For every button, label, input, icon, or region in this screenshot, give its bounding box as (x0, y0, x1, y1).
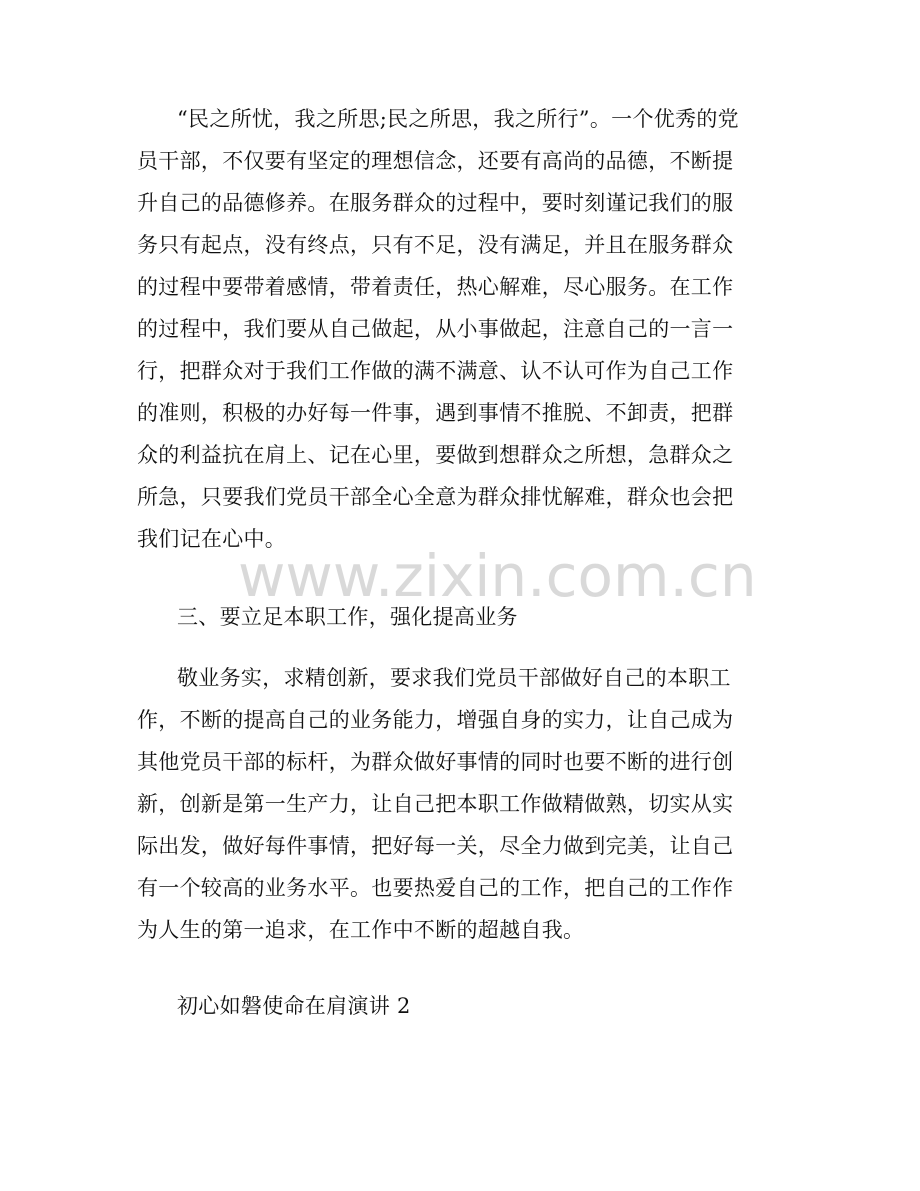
paragraph-1-line-3: 升自己的品德修养。在服务群众的过程中，要时刻谨记我们的服 (137, 191, 734, 215)
paragraph-1-line-1: “民之所忧，我之所思;民之所思，我之所行”。一个优秀的党 (177, 107, 739, 131)
paragraph-2-line-7: 为人生的第一追求，在工作中不断的超越自我。 (137, 918, 585, 942)
paragraph-1-line-10: 所急，只要我们党员干部全心全意为群众排忧解难，群众也会把 (137, 485, 734, 509)
section-heading: 三、要立足本职工作，强化提高业务 (177, 605, 518, 629)
paragraph-2-line-6: 有一个较高的业务水平。也要热爱自己的工作，把自己的工作作 (137, 876, 734, 900)
section-title: 初心如磐使命在肩演讲 2 (177, 994, 411, 1018)
paragraph-2-line-4: 新，创新是第一生产力，让自己把本职工作做精做熟，切实从实 (137, 792, 734, 816)
paragraph-2-line-1: 敬业务实，求精创新，要求我们党员干部做好自己的本职工 (177, 666, 731, 690)
paragraph-1-line-11: 我们记在心中。 (137, 527, 287, 551)
paragraph-2-line-5: 际出发，做好每件事情，把好每一关，尽全力做到完美，让自己 (137, 834, 734, 858)
paragraph-1-line-2: 员干部，不仅要有坚定的理想信念，还要有高尚的品德，不断提 (137, 149, 734, 173)
paragraph-2-line-2: 作，不断的提高自己的业务能力，增强自身的实力，让自己成为 (137, 708, 734, 732)
paragraph-1-line-4: 务只有起点，没有终点，只有不足，没有满足，并且在服务群众 (137, 233, 734, 257)
paragraph-1-line-9: 众的利益抗在肩上、记在心里，要做到想群众之所想，急群众之 (137, 443, 734, 467)
paragraph-2-line-3: 其他党员干部的标杆，为群众做好事情的同时也要不断的进行创 (137, 750, 734, 774)
paragraph-1-line-7: 行，把群众对于我们工作做的满不满意、认不认可作为自己工作 (137, 359, 734, 383)
watermark: www.zixin.com.cn (238, 542, 757, 610)
paragraph-1-line-5: 的过程中要带着感情，带着责任，热心解难，尽心服务。在工作 (137, 275, 734, 299)
paragraph-1-line-6: 的过程中，我们要从自己做起，从小事做起，注意自己的一言一 (137, 317, 734, 341)
paragraph-1-line-8: 的准则，积极的办好每一件事，遇到事情不推脱、不卸责，把群 (137, 401, 734, 425)
